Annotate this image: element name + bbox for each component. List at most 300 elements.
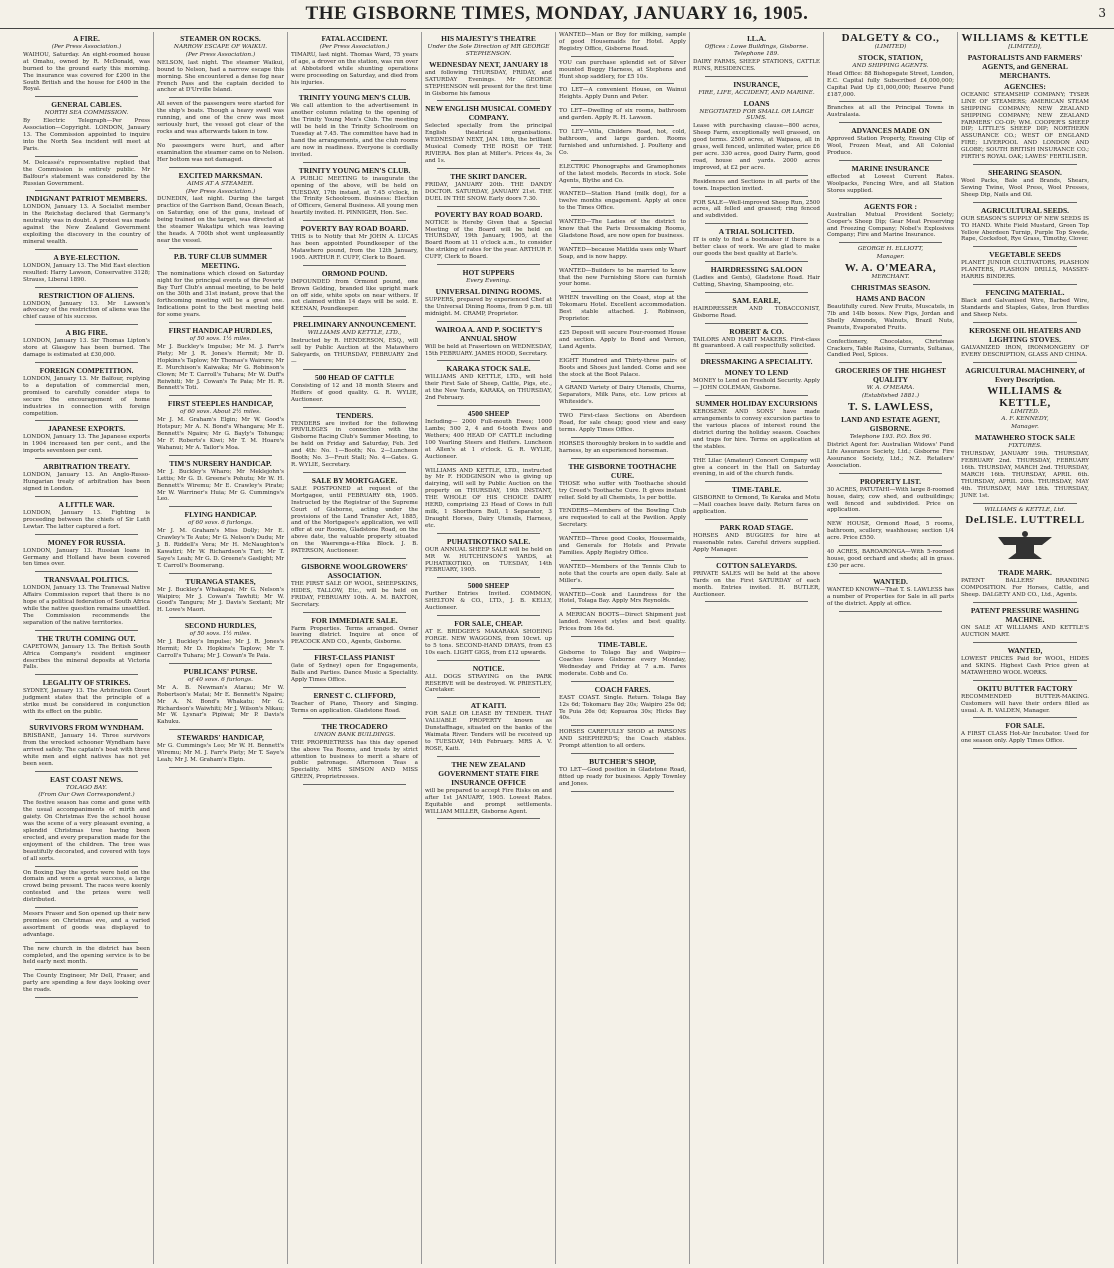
article-paragraph: NEW HOUSE, Ormond Road, 5 rooms, bathroom, scullery, washhouse; section 1/4 acre. Price £550.	[827, 521, 954, 542]
article-paragraph: LONDON, January 13. Mr Balfour, replying to a deputation of commercial men, promised to carefully consider steps to secure the encouragement of home industries in connection with foreign competition.	[23, 376, 150, 417]
article-paragraph: WANTED—Three good Cooks, Housemaids, and Generals for Hotels and Private Families. Apply Registry Office.	[559, 536, 686, 556]
article-paragraph: Will be held at Frasertown on WEDNESDAY, 15th FEBRUARY. JAMES HOOD, Secretary.	[425, 343, 552, 357]
divider	[839, 198, 942, 199]
divider	[35, 969, 138, 970]
article-paragraph: THE PROPRIETRESS has this day opened the above Tea Rooms, and trusts by strict attention to business to merit a share of public patronage. Afternoon Teas a Speciality. MRS SIMSON AND MISS GREEN, Proprietresses.	[291, 739, 418, 781]
divider	[571, 160, 674, 161]
subheading: NARROW ESCAPE OF WAIKUI.	[173, 44, 268, 50]
divider	[973, 680, 1077, 681]
article-paragraph: PLANET JUNIOR CULTIVATORS, PLASHON PLANTERS, PLASHON DRILLS, MASSEY-HARRIS BINDERS.	[961, 260, 1089, 281]
headline: INSURANCE,	[733, 79, 780, 89]
divider	[303, 369, 406, 370]
divider	[437, 360, 540, 361]
headline: HIS MAJESTY'S THEATRE	[441, 34, 536, 43]
headline: FIRST-CLASS PIANIST	[314, 653, 395, 663]
divider	[35, 96, 138, 97]
headline: A TRIAL SOLICITED.	[718, 227, 795, 237]
divider	[839, 242, 942, 243]
headline: EAST COAST NEWS.	[50, 774, 123, 784]
subheading: of 60 sovs. 6 furlongs.	[188, 520, 253, 527]
subheading: Manager.	[876, 254, 905, 261]
newspaper-title: THE GISBORNE TIMES, MONDAY, JANUARY 16, 1905.	[305, 3, 809, 24]
article-paragraph: BRISBANE, January 14. Three survivors from the wrecked schooner Wyndham have arrived safely. The captain's boat with three white men and eight natives has not yet been seen.	[23, 733, 150, 767]
article-paragraph: Mr J. Buckley's Impulse; Mr J. R. Jones's Hermit; Mr D. Hopkins's Taplow; Mr T. Carroll's Tuhara; Mr J. Cowan's Te Paia.	[157, 639, 284, 659]
headline: PATENT PRESSURE WASHING MACHINE.	[970, 606, 1080, 625]
headline: COACH FARES.	[594, 684, 651, 694]
article-paragraph: ELECTRIC Phonographs and Gramophones of the latest models. Records in stock. Sole Agents, Blythe and Co.	[559, 163, 686, 184]
article-paragraph: Lease with purchasing clause—800 acres, Sheep Farm, exceptionally well grassed, on good terms. 2500 acres, at Waipaoa, all in grass, well fenced, unlimited water, price £6 per acre. 330 acres, good Dairy Farm, good road, house and yards. 2000 acres improved, at £2 per acre.	[693, 123, 820, 171]
article-paragraph: Farm Properties. Terms arranged. Owner leaving district. Inquire at once of PEACOCK AND CO., Agents, Gisborne.	[291, 625, 418, 646]
divider	[35, 997, 138, 998]
divider	[303, 162, 406, 163]
article-paragraph: HAIRDRESSER AND TOBACCONIST, Gisborne Road.	[693, 305, 820, 319]
divider	[839, 545, 942, 546]
advertiser-name: T. S. LAWLESS,	[847, 401, 934, 414]
article-paragraph: TO LET—Good position in Gladstone Road, fitted up ready for business. Apply Townley and Jones.	[559, 767, 686, 787]
article-paragraph: HORSES thoroughly broken in to saddle and harness, by an experienced horseman.	[559, 440, 687, 454]
article-paragraph: WHEN travelling on the Coast, stop at the Tokomaru Hotel. Excellent accommodation. Best stable attached. J. Robinson, Proprietor.	[559, 295, 686, 323]
headline: SHEARING SEASON.	[988, 167, 1062, 177]
article-paragraph: PRIVATE SALES will be held at the above Yards on the First SATURDAY of each month. Entries invited. H. BUTLER, Auctioneer.	[693, 570, 820, 598]
headline: LEGALITY OF STRIKES.	[42, 678, 131, 688]
article-paragraph: Mr A. B. Newman's Atarau; Mr W. Robertson's Matai; Mr E. Bennett's Ngaire; Mr A. N. Bond's Whakatu; Mr G. Richardson's Waiwhiti; Mr J. Wilson's Nikau; Mr W. Lysnar's Pipiwai; Mr P. Davis's Kahuku.	[157, 684, 284, 726]
masthead	[0, 0, 1114, 29]
article-paragraph: MONEY to Lend on Freehold Security. Apply— JOHN COLEMAN, Gisborne.	[693, 378, 820, 392]
advertiser-name: DALGETY & CO.,	[841, 32, 940, 44]
subheading: (Per Press Association.)	[319, 44, 390, 50]
article-paragraph: (Ladies and Gents), Gladstone Road. Hair Cutting, Shaving, Shampooing, etc.	[693, 274, 820, 288]
divider	[839, 611, 942, 612]
headline: PROPERTY LIST.	[860, 476, 921, 486]
divider	[705, 395, 808, 396]
article-paragraph: ON SALE AT WILLIAMS AND KETTLE'S AUCTION MART.	[961, 625, 1089, 639]
divider	[839, 573, 942, 574]
article-paragraph: SALE POSTPONED at request of the Mortgagee, until FEBRUARY 6th, 1905. Instructed by the Registrar of the Supreme Court of Gisborne, acting under the provisions of the Land Transfer Act, 1885, and of the Mortgagee's application, we will offer at our Rooms, Gladstone Road, on the above date, the valuable property situated on the Waerenga-a-Hika Block. J. B. PATERSON, Auctioneer.	[291, 485, 418, 555]
headline: ARBITRATION TREATY.	[43, 462, 130, 472]
headline: A FIRE.	[73, 34, 100, 43]
divider	[571, 326, 674, 327]
column-3	[288, 32, 422, 1264]
headline: EXCITED MARKSMAN.	[178, 170, 263, 180]
headline: TIME-TABLE.	[597, 640, 648, 650]
headline: PRELIMINARY ANNOUNCEMENT.	[293, 320, 416, 330]
advertiser-name: WILLIAMS & KETTLE	[961, 32, 1089, 44]
divider	[973, 362, 1077, 363]
article-paragraph: LONDON, January 13. Fighting is proceeding between the chiefs of Sir Lutfi Lewtar. The latter captured a fort.	[23, 509, 150, 530]
divider	[35, 249, 138, 250]
divider	[571, 354, 674, 355]
article-paragraph: NOTICE is Hereby Given that a Special Meeting of the Board will be held on THURSDAY, 19th January, 1905, at the Board Room at 11 o'clock a.m., to consider the striking of rates for the year. ARTHUR F. CUFF, Clerk to Board.	[425, 219, 552, 261]
article-paragraph: OUR SEASON'S SUPPLY OF NEW SEEDS IS TO HAND. White Field Mustard, Green Top Yellow Aberdeen Turnip, Purple Top Swede, Rape, Cocksfoot, Rye Grass, Timothy, Clover.	[961, 215, 1089, 243]
divider	[571, 636, 674, 637]
subheading: of 60 sovs. About 2½ miles.	[180, 409, 261, 416]
headline: GISBORNE WOOLGROWERS' ASSOCIATION.	[301, 561, 408, 580]
divider	[303, 89, 406, 90]
headline: WEDNESDAY NEXT, JANUARY 18	[429, 59, 548, 69]
headline: JAPANESE EXPORTS.	[47, 424, 126, 434]
divider	[437, 100, 540, 101]
trade-mark-emblem	[961, 529, 1089, 565]
headline: THE GISBORNE TOOTHACHE CURE.	[568, 461, 677, 480]
divider	[303, 718, 406, 719]
divider	[571, 791, 674, 792]
article-paragraph: The festive season has come and gone with the usual accompaniments of mirth and gaiety. On Christmas Eve the school house was the scene of a very pleasant evening, a splendid Christmas tree having been erected, and every preparation made for the enjoyment of the children. The tree was beautifully decorated, and covered with toys of all sorts.	[23, 800, 150, 862]
divider	[35, 324, 138, 325]
headline: AT KAITI.	[470, 701, 507, 711]
article-paragraph: SUPPERS, prepared by experienced Chef at the Universal Dining Rooms, from 9 p.m. till midnight. M. CRAMP, Proprietor.	[425, 296, 552, 317]
article-paragraph: Branches at all the Principal Towns in Australasia.	[827, 105, 954, 119]
headline: BUTCHER'S SHOP,	[589, 757, 656, 767]
headline: OKITU BUTTER FACTORY	[977, 683, 1073, 693]
headline: TRINITY YOUNG MEN'S CLUB.	[298, 165, 411, 175]
headline: WANTED.	[873, 576, 908, 586]
article-paragraph: Head Office: 88 Bishopsgate Street, London, E.C. Capital fully Subscribed £4,000,000; Capital Paid Up £1,000,000; Reserve Fund £187,000.	[827, 70, 954, 98]
article-paragraph: TO LET—A convenient House, on Wainui Heights. Apply Dunn and Peter.	[559, 87, 686, 101]
divider	[571, 588, 674, 589]
headline: FLYING HANDICAP.	[184, 510, 257, 520]
divider	[973, 202, 1077, 203]
headline: PARK ROAD STAGE.	[719, 523, 794, 533]
headline: GROCERIES OF THE HIGHEST QUALITY	[834, 366, 947, 385]
article-paragraph: THE FIRST SALE OF WOOL, SHEEPSKINS, HIDES, TALLOW, Etc., will be held on FRIDAY, FEBRUARY 10th. A. M. BAXTON, Secretary.	[291, 580, 418, 608]
column-4	[422, 32, 556, 1264]
divider	[437, 464, 540, 465]
article-paragraph: TENDERS—Members of the Bowling Club are requested to call at the Pavilion. Apply Secretary.	[559, 508, 686, 529]
article-paragraph: £25 Deposit will secure Four-roomed House and section. Apply to Bond and Vernon, Land Agents.	[559, 330, 686, 350]
headline: WANTED,	[1007, 645, 1043, 655]
headline: NOTICE.	[472, 663, 505, 673]
subheading: Telephone 193. P.O. Box 96.	[849, 434, 932, 441]
divider	[571, 291, 674, 292]
article-paragraph: ALL DOGS STRAYING on the PARK RESERVE will be destroyed. W. PRIESTLEY, Caretaker.	[425, 673, 552, 694]
article-paragraph: HORSES AND BUGGIES for hire at reasonable rates. Careful drivers supplied. Apply Manager.	[693, 533, 820, 553]
divider	[973, 246, 1077, 247]
article-paragraph: Australian Mutual Provident Society; Cooper's Sheep Dip; Gear Meat Preserving and Freezing Company; Nobel's Explosives Company; Fire and Marine Insurance.	[827, 211, 954, 239]
headline: TENDERS.	[335, 410, 374, 420]
divider	[571, 725, 674, 726]
divider	[303, 407, 406, 408]
article-paragraph: The County Engineer, Mr Dell, Fraser, and party are spending a few days looking over the roads.	[23, 973, 150, 994]
headline: THE SKIRT DANCER.	[450, 171, 527, 181]
headline: HAIRDRESSING SALOON	[710, 264, 803, 274]
article-paragraph: Beautifully cured. New Fruits, Muscatels, in 7lb and 14lb boxes. New Figs, Jordan and Shelly Almonds, Walnuts, Brazil Nuts, Peanuts, Evaporated Fruits.	[827, 304, 954, 331]
divider	[35, 866, 138, 867]
divider	[303, 649, 406, 650]
headline: PUHATIKOTIKO SALE.	[446, 536, 531, 546]
divider	[839, 473, 942, 474]
headline: THE TRUTH COMING OUT.	[37, 633, 136, 643]
article-paragraph: CAPETOWN, January 13. The British South Africa Company's resident engineer describes the mineral deposits at Victoria Falls.	[23, 643, 150, 671]
article-paragraph: HORSES CAREFULLY SHOD at PARSONS AND SHEPHERD'S; the Coach stables. Prompt attention to all orders.	[559, 729, 686, 750]
divider	[437, 756, 540, 757]
divider	[35, 942, 138, 943]
headline: PASTORALISTS AND FARMERS' AGENTS, and GENERAL MERCHANTS.	[967, 52, 1083, 80]
article-paragraph: Mr G. Cummings's Leo; Mr W. H. Bennett's Wiremu; Mr M. J. Farr's Piety; Mr T. Saye's Leah; Mr J. M. Graham's Elgin.	[157, 743, 284, 764]
article-paragraph: Mr J. M. Graham's Miss Dolly; Mr E. Crawley's Te Aute; Mr G. Nelson's Dudu; Mr J. B. Riddell's Vera; Mr H. McNaughton's Kawatiri; Mr W. Richardson's Turi; Mr T. Saye's Leah; Mr G. D. Greene's Gaslight; Mr T. Carroll's Boomerang.	[157, 528, 284, 569]
headline: STEWARDS' HANDICAP,	[177, 733, 264, 743]
divider	[303, 612, 406, 613]
headline: SAM. EARLE,	[732, 295, 781, 305]
headline: FENCING MATERIAL.	[985, 288, 1065, 298]
article-paragraph: Residences and Sections in all parts of the town. Inspection invited.	[693, 178, 820, 192]
divider	[169, 506, 272, 507]
headline: A BIG FIRE.	[65, 328, 108, 338]
headline: 4500 SHEEP	[467, 409, 510, 419]
subheading: Offices : Lowe Buildings, Gisborne. Telephone 189.	[704, 44, 809, 57]
headline: WAIROA A. AND P. SOCIETY'S ANNUAL SHOW	[434, 324, 543, 343]
divider	[437, 615, 540, 616]
divider	[437, 660, 540, 661]
headline: HAMS AND BACON	[855, 294, 926, 304]
article-paragraph: TAILORS AND HABIT MAKERS. First-class fit guaranteed. A call respectfully solicited.	[693, 336, 820, 350]
divider	[571, 187, 674, 188]
subheading: (Per Press Association.)	[185, 188, 256, 195]
divider	[571, 753, 674, 754]
divider	[35, 907, 138, 908]
article-paragraph: KEROSENE AND SONS' have made arrangements to convey excursion parties to the various places of interest round the district during the holiday season. Coaches and traps for hire. Terms on application at the stables.	[693, 409, 821, 450]
article-paragraph: A GRAND Variety of Dairy Utensils, Churns, Separators, Milk Pans, etc. Low prices at Whiteside's.	[559, 385, 686, 406]
article-paragraph: Consisting of 12 and 18 month Steers and Heifers of good quality. G. R. WYLIE, Auctioneer.	[291, 382, 418, 403]
article-paragraph: SYDNEY, January 13. The Arbitration Court judgment states that the principle of a strike must be considered in conjunction with its effect on the public.	[23, 688, 150, 716]
columns-container	[20, 32, 1108, 1264]
divider	[973, 717, 1077, 718]
subheading: Manager.	[1011, 424, 1039, 431]
divider	[571, 215, 674, 216]
subheading: (LIMITED)	[874, 44, 907, 50]
article-paragraph: FOR SALE—Well-improved Sheep Run, 2500 acres, all felled and grassed; ring fenced and subdivided.	[693, 199, 820, 220]
article-paragraph: Mr J. M. Graham's Elgin; Mr W. Good's Hotspur; Mr A. N. Bond's Whangara; Mr E. Bennett's Ngaire; Mr G. Bayly's Tohunga; Mr F. Roberts's Kiwi; Mr T. M. Hoare's Wahanui; Mr A. Tailor's Moa.	[157, 417, 284, 451]
article-paragraph: A PUBLIC MEETING to inaugurate the opening of the above, will be held on TUESDAY, 17th instant, at 7.45 o'clock, in the Trinity Schoolroom. Business: Election of Officers, General Business. All young men heartily invited. H. PINNIGER, Hon. Sec.	[291, 175, 418, 217]
article-paragraph: effected at Lowest Current Rates. Woolpacks, Fencing Wire, and all Station Stores supplied.	[827, 173, 954, 194]
article-paragraph: M. Delcassé's representative replied that the Commission is entirely public. Mr Balfour's statement was considered by the Russian Government.	[23, 159, 150, 187]
article-paragraph: PATENT BALLERS' BRANDING COMPOSITION. For Horses, Cattle, and Sheep. DALGETY AND CO., Ltd., Agents.	[961, 578, 1089, 599]
column-7	[824, 32, 958, 1264]
divider	[35, 362, 138, 363]
headline: MONEY TO LEND	[724, 368, 789, 378]
headline: DRESSMAKING A SPECIALITY.	[700, 357, 813, 367]
headline: PUBLICANS' PURSE.	[183, 666, 258, 676]
subheading: (From Our Own Correspondent.)	[38, 792, 135, 799]
article-paragraph: WILLIAMS AND KETTLE, LTD., instructed by Mr F. HODGINSON who is giving up dairying, will sell by Public Auction on the property on THURSDAY, 19th INSTANT, THE WHOLE OF HIS CHOICE DAIRY HERD, comprising 23 Head of Cows in full milk, 1 Shorthorn Bull, 1 Separator, 3 Draught Horses, Dairy Utensils, Harness, etc.	[425, 467, 552, 529]
headline: TRANSVAAL POLITICS.	[44, 575, 129, 585]
divider	[303, 784, 406, 785]
headline: THE TROCADERO	[321, 721, 388, 731]
divider	[437, 818, 540, 819]
subheading: Every Evening.	[466, 278, 511, 285]
divider	[35, 496, 138, 497]
article-paragraph: WANTED—Cook and Laundress for the Hotel, Tolaga Bay. Apply Mrs Reynolds.	[559, 591, 686, 605]
divider	[169, 167, 272, 168]
article-paragraph: THOSE who suffer with Toothache should try Creed's Toothache Cure. It gives instant relief. Sold by all Chemists, 1s per bottle.	[559, 480, 686, 501]
divider	[303, 265, 406, 266]
divider	[571, 608, 674, 609]
article-paragraph: Messrs Fraser and Son opened up their new premises on Christmas eve, and a varied assortment of goods was displayed to advantage.	[23, 911, 150, 938]
headline: NEW ENGLISH MUSICAL COMEDY COMPANY.	[425, 104, 552, 123]
divider	[571, 264, 674, 265]
headline: FOREIGN COMPETITION.	[39, 366, 134, 375]
subheading: of 50 sovs. 1½ miles.	[189, 631, 252, 638]
headline: KARAKA STOCK SALE.	[446, 364, 531, 374]
article-paragraph: THE Lilac (Amateur) Concert Company will give a concert in the Hall on Saturday evening, in aid of the church funds.	[693, 457, 820, 478]
subheading: NORTH SEA COMMISSION.	[44, 110, 129, 117]
headline: LAND AND ESTATE AGENT, GISBORNE.	[841, 415, 940, 434]
article-paragraph: LOWEST PRICES Paid for WOOL, HIDES and SKINS. Highest Cash Price given at MATAWHERO WOOL WORKS.	[961, 655, 1089, 676]
divider	[839, 335, 942, 336]
article-paragraph: A MERICAN BOOTS—Direct Shipment just landed. Newest styles and best quality. Prices from 16s 6d.	[559, 612, 686, 633]
article-paragraph: WAIHOU, Saturday. An eight-roomed house at Omahu, owned by R. McDonald, was burned to the ground early this morning. The insurance was covered for £200 in the South British and the house for £400 in the Royal.	[23, 51, 150, 93]
article-paragraph: NELSON, last night. The steamer Waikui, bound to Nelson, had a narrow escape this morning. She encountered a dense fog near French Pass and the captain decided to anchor at D'Urville Island.	[157, 59, 284, 94]
article-paragraph: Including— 2000 Full-mouth Ewes; 1000 Lambs; 500 2, 4 and 6-tooth Ewes and Wethers; 400 HEAD OF CATTLE including 100 Yearling Steers and Heifers. Luncheon at Allen's at 1 o'clock. G. R. WYLIE, Auctioneer.	[425, 419, 552, 460]
divider	[705, 196, 808, 197]
divider	[571, 243, 674, 244]
column-2	[154, 32, 288, 1264]
divider	[437, 168, 540, 169]
headline: VEGETABLE SEEDS	[989, 250, 1061, 260]
headline: COTTON SALEYARDS.	[716, 560, 797, 570]
article-paragraph: Mr J. Buckley's Wharo; Mr Meklejohn's Lettis; Mr G. D. Greene's Pohutu; Mr W. H. Bennett's Wiremu; Mr E. Crawley's Pirate; Mr W. Warriner's Huia; Mr G. Cummings's Leo.	[157, 468, 284, 503]
divider	[169, 139, 272, 140]
headline: STEAMER ON ROCKS.	[180, 34, 261, 43]
divider	[437, 264, 540, 265]
advertiser-name: W. A. O'MEARA,	[844, 262, 937, 275]
article-paragraph: Teacher of Piano, Theory and Singing. Terms on application. Gladstone Road.	[291, 701, 418, 714]
article-paragraph: IMPOUNDED from Ormond pound, one Brown Gelding, branded like upright mark on off side, white spots on near withers. If not claimed within 14 days will be sold. E. KEENAN, Poundkeeper.	[291, 278, 418, 313]
article-paragraph: YOU can purchase splendid set of Silver mounted Buggy Harness, at Stephens and Hunt shop saddlery, for £5 10s.	[559, 59, 686, 80]
subheading: MERCHANT.	[871, 274, 910, 281]
headline: LOANS	[743, 98, 770, 108]
article-paragraph: WILLIAMS AND KETTLE, LTD., will hold their First Sale of Sheep, Cattle, Pigs, etc., at the New Yards, KARAKA, on THURSDAY, 2nd February.	[425, 374, 552, 402]
headline: P.B. TURF CLUB SUMMER MEETING.	[173, 251, 268, 270]
headline: ADVANCES MADE ON	[851, 126, 930, 136]
article-paragraph: AT E. BRIDGER'S MAKARAKA SHOEING FORGE. NEW WAGGONS, from 10cwt. up to 5 tons. SECOND-HAND DRAYS, from £3 10s each. LIGHT GIGS, from £12 upwards.	[425, 629, 552, 656]
divider	[839, 160, 942, 161]
article-paragraph: We call attention to the advertisement in another column relating to the opening of the Trinity Young Men's Club. The meeting will be held in the Trinity Schoolroom on Tuesday at 7.45. The committee have had in hand the arrangements, and the club rooms are now in readiness. Everyone is cordially invited.	[291, 103, 418, 158]
article-paragraph: TO LEY—Villa, Childers Road, hot, cold, bathroom, and large garden. Rooms furnished and unfurnished. J. Poulteny and Co.	[559, 129, 686, 156]
subheading: AIMS AT A STEAMER.	[187, 180, 254, 187]
divider	[705, 601, 808, 602]
article-paragraph: By Electric Telegraph—Per Press Association—Copyright. LONDON, January 13. The Commission appointed to inquire into the North Sea incident will meet at Paris.	[23, 118, 150, 152]
article-paragraph: and following THURSDAY, FRIDAY, and SATURDAY Evenings. Mr GEORGE STEPHENSON will present for the first time in Gisborne his famous	[425, 69, 552, 97]
article-paragraph: Confectionery, Chocolates, Christmas Crackers, Table Raisins, Currants, Sultanas, Candied Peel, Spices.	[827, 338, 954, 359]
headline: AGRICULTURAL SEEDS.	[980, 205, 1070, 215]
divider	[571, 125, 674, 126]
headline: 5000 SHEEP	[467, 581, 510, 591]
divider	[571, 381, 674, 382]
divider	[839, 101, 942, 102]
divider	[169, 767, 272, 768]
headline: POVERTY BAY ROAD BOARD.	[300, 224, 409, 234]
divider	[973, 284, 1077, 285]
divider	[705, 323, 808, 324]
subheading: TOLAGO BAY.	[65, 784, 107, 791]
headline: MONEY FOR RUSSIA.	[47, 537, 126, 547]
divider	[571, 56, 674, 57]
headline: HOT SUPPERS	[462, 268, 515, 278]
article-paragraph: LONDON, January 13. An Anglo-Russo-Hungarian treaty of arbitration has been signed in London.	[23, 472, 150, 492]
headline: ROBERT & CO.	[729, 326, 784, 336]
divider	[973, 748, 1077, 749]
article-paragraph: LONDON, January 13. The Japanese exports in 1904 increased ten per cent., and the imports seventeen per cent.	[23, 434, 150, 455]
article-paragraph: TWO First-class Sections on Aberdeen Road, for sale cheap; good view and easy terms. Apply Times Office.	[559, 413, 686, 433]
column-6	[690, 32, 824, 1264]
headline: FATAL ACCIDENT.	[321, 34, 388, 43]
headline: FOR IMMEDIATE SALE.	[311, 615, 398, 625]
divider	[705, 175, 808, 176]
headline: GENERAL CABLES.	[51, 100, 122, 110]
headline: TRADE MARK.	[998, 568, 1052, 578]
headline: THE NEW ZEALAND GOVERNMENT STATE FIRE INSURANCE OFFICE	[438, 759, 539, 787]
divider	[839, 122, 942, 123]
article-paragraph: TENDERS are invited for the following PRIVILEGES in connection with the Gisborne Racing Club's Summer Meeting, to be held on Friday and Saturday, Feb. 3rd and 4th: No. 1—Booth; No. 2—Luncheon Booth; No. 3—Fruit Stall; No. 4—Gates. G. R. WYLIE, Secretary.	[291, 420, 418, 468]
article-paragraph: The nominations which closed on Saturday night for the principal events of the Poverty Bay Turf Club's annual meeting, to be held on the 30th and 31st instant, prove that the forthcoming meeting will be a great one. Indications point to the best meeting held for some years.	[157, 270, 284, 319]
headline: MATAWHERO STOCK SALE	[974, 433, 1076, 443]
headline: TURANGA STAKES,	[185, 576, 256, 586]
headline: UNIVERSAL DINING ROOMS.	[435, 286, 542, 296]
headline: INDIGNANT PATRIOT MEMBERS.	[26, 194, 147, 204]
subheading: of 40 sovs. 6 furlongs.	[188, 676, 253, 683]
article-paragraph: 30 ACRES, PATUTAHI—With large 8-roomed house, dairy, cow shed, and outbuildings; well fenced and subdivided. Price on application.	[827, 486, 954, 514]
article-paragraph: Gisborne to Tolago Bay and Waipiro—Coaches leave Gisborne every Monday, Wednesday and Friday at 7 a.m. Fares moderate. Cobb and Co.	[559, 650, 686, 677]
article-paragraph: GISBORNE to Ormond, Te Karaka and Motu—Mail coaches leave daily. Return fares on application.	[693, 495, 820, 516]
divider	[169, 248, 272, 249]
subheading: (Per Press Association.)	[51, 44, 122, 50]
article-paragraph: Further Entries Invited. COMMON, SHELTON & CO., LTD., J. B. KELLY, Auctioneer.	[425, 591, 552, 612]
headline: AGENTS FOR :	[864, 201, 917, 211]
article-paragraph: OUR ANNUAL SHEEP SALE will be held on MR W. HUTCHINSON'S YARDS, at PUHATIKOTIKO, on TUESDAY, 14th FEBRUARY, 1905.	[425, 546, 552, 574]
article-paragraph: WANTED—Man or Boy for milking, sample of good Housemaids for Hotel. Apply Registry Office, Gisborne Road.	[559, 32, 686, 52]
divider	[571, 83, 674, 84]
divider	[169, 573, 272, 574]
divider	[571, 104, 674, 105]
advertiser-name: DeLISLE. LUTTRELL	[965, 514, 1085, 527]
article-paragraph: LONDON, January 13. Sir Thomas Lipton's store at Glasgow has been burned. The damage is estimated at £30,000.	[23, 338, 150, 359]
article-paragraph: Wool Packs, Bale and Brands, Shears, Sewing Twine, Wool Press, Wool Presses, Sheep Dip, Nails and Oil.	[961, 177, 1089, 198]
divider	[839, 362, 942, 363]
article-paragraph: Black and Galvanised Wire, Barbed Wire, Standards and Staples, Gates, Iron Hurdles and Sheep Nets.	[961, 298, 1089, 318]
headline: FIRST STEEPLES HANDICAP,	[167, 399, 274, 409]
article-paragraph: Approved Station Property, Ensuing Clip of Wool, Frozen Meat, and All Colonial Produce.	[827, 136, 954, 157]
subheading: Under the Sole Direction of MR GEORGE STEPHENSON.	[427, 44, 550, 57]
article-paragraph: WANTED—because Matilda uses only Wharf Soap, and is now happy.	[559, 246, 686, 260]
divider	[437, 405, 540, 406]
divider	[35, 190, 138, 191]
divider	[303, 316, 406, 317]
divider	[303, 558, 406, 559]
divider	[705, 261, 808, 262]
article-paragraph: IT is only to find a bootmaker if there is a better class of work. We are glad to make our goods the best quality at Earle's.	[693, 237, 820, 258]
article-paragraph: All seven of the passengers were started for the ship's boats. Though a heavy swell was running, and one of the crew was most seriously hurt, the vessel got clear of the rocks and was afterwards taken in tow.	[157, 101, 284, 135]
divider	[973, 602, 1077, 603]
subheading: A. F. KENNEDY,	[1001, 416, 1049, 423]
subheading: [LIMITED],	[1008, 44, 1042, 50]
headline: AGENCIES:	[1004, 81, 1046, 91]
article-paragraph: Mr J. Buckley's Whakapai; Mr G. Nelson's Waipiro; Mr J. Cowan's Tawhiti; Mr W. Good's Tanguru; Mr J. Davis's Sextant; Mr H. Lowe's Maori.	[157, 586, 284, 614]
subheading: UNION BANK BUILDINGS.	[313, 731, 396, 738]
divider	[571, 560, 674, 561]
article-paragraph: No passengers were hurt, and after examination the steamer came on to Nelson. Her bottom was not damaged.	[157, 142, 285, 163]
headline: FIRST HANDICAP HURDLES,	[168, 326, 273, 336]
headline: A BYE-ELECTION.	[53, 252, 120, 262]
divider	[169, 322, 272, 323]
headline: 500 HEAD OF CATTLE	[315, 372, 394, 382]
headline: SALE BY MORTGAGEE.	[311, 475, 398, 485]
article-paragraph: The new church in the district has been completed, and the opening service is to be held early next month.	[23, 945, 150, 966]
article-paragraph: LONDON, January 13. The Mid East election resulted: Harry Lawson, Conservative 3128; Strauss, Liberal 1890.	[23, 262, 150, 283]
divider	[169, 97, 272, 98]
divider	[705, 557, 808, 558]
article-paragraph: WANTED—The Ladies of the district to know that the Paris Dressmaking Rooms, Gladstone Road, are now open for business.	[559, 219, 686, 239]
article-paragraph: A FIRST CLASS Hot-Air Incubator. Used for one season only. Apply Times Office.	[961, 731, 1089, 745]
